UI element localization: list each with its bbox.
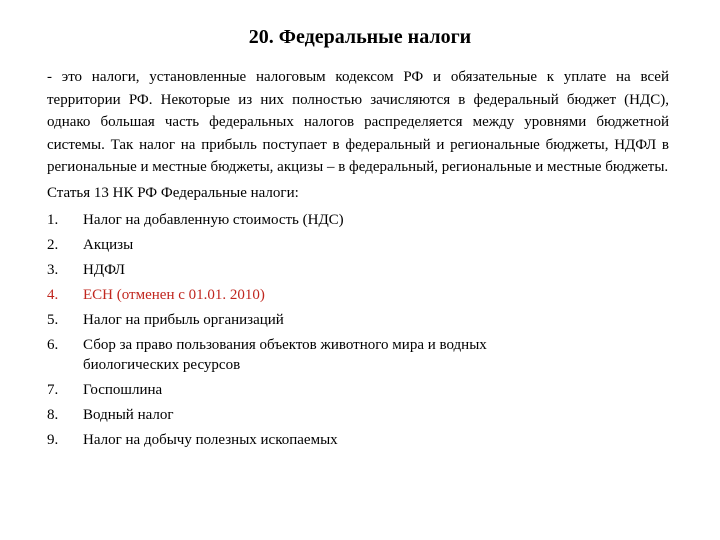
list-item-text: Налог на добавленную стоимость (НДС) (83, 211, 344, 228)
list-item-text: Сбор за право пользования объектов животного мира и водных биологических ресурсов (83, 336, 487, 373)
list-item (47, 335, 669, 375)
slide-body (47, 66, 669, 450)
list-item-number: 9. (47, 431, 59, 448)
list-item-number: 1. (47, 211, 59, 228)
list-item (47, 310, 669, 330)
list-item-number: 3. (47, 261, 59, 278)
tax-list (47, 210, 669, 450)
list-item (47, 235, 669, 255)
list-item-text: Акцизы (83, 236, 134, 253)
list-item-text: Водный налог (83, 406, 174, 423)
list-heading: Статья 13 НК РФ Федеральные налоги: (47, 184, 299, 201)
list-item-highlighted (47, 285, 669, 305)
page-title: 20. Федеральные налоги (248, 26, 472, 48)
list-item-text: Госпошлина (83, 381, 163, 398)
list-item-number: 4. (47, 286, 59, 303)
list-item-number: 5. (47, 311, 59, 328)
intro-paragraph: - это налоги, установленные налоговым кодексом РФ и обязательные к уплате на всей территории РФ. Некоторые из них полностью зачисляются в федеральный бюджет (НДС), однако большая часть федеральных налогов распределяется между уровнями бюджетной системы. Так налог на прибыль поступает в федеральный и региональные бюджеты, НДФЛ в региональные и местные бюджеты, акцизы – в федеральный, региональные и местные бюджеты. (47, 69, 669, 176)
list-item-number: 8. (47, 406, 59, 423)
list-item-text: Налог на прибыль организаций (83, 311, 284, 328)
list-item (47, 260, 669, 280)
list-item (47, 210, 669, 230)
list-item-number: 2. (47, 236, 59, 253)
list-item-number: 7. (47, 381, 59, 398)
list-item-text: ЕСН (отменен с 01.01. 2010) (83, 286, 265, 303)
list-item (47, 380, 669, 400)
list-item-text: Налог на добычу полезных ископаемых (83, 431, 338, 448)
list-item (47, 430, 669, 450)
list-item-text: НДФЛ (83, 261, 125, 278)
list-item (47, 405, 669, 425)
list-item-number: 6. (47, 336, 59, 353)
